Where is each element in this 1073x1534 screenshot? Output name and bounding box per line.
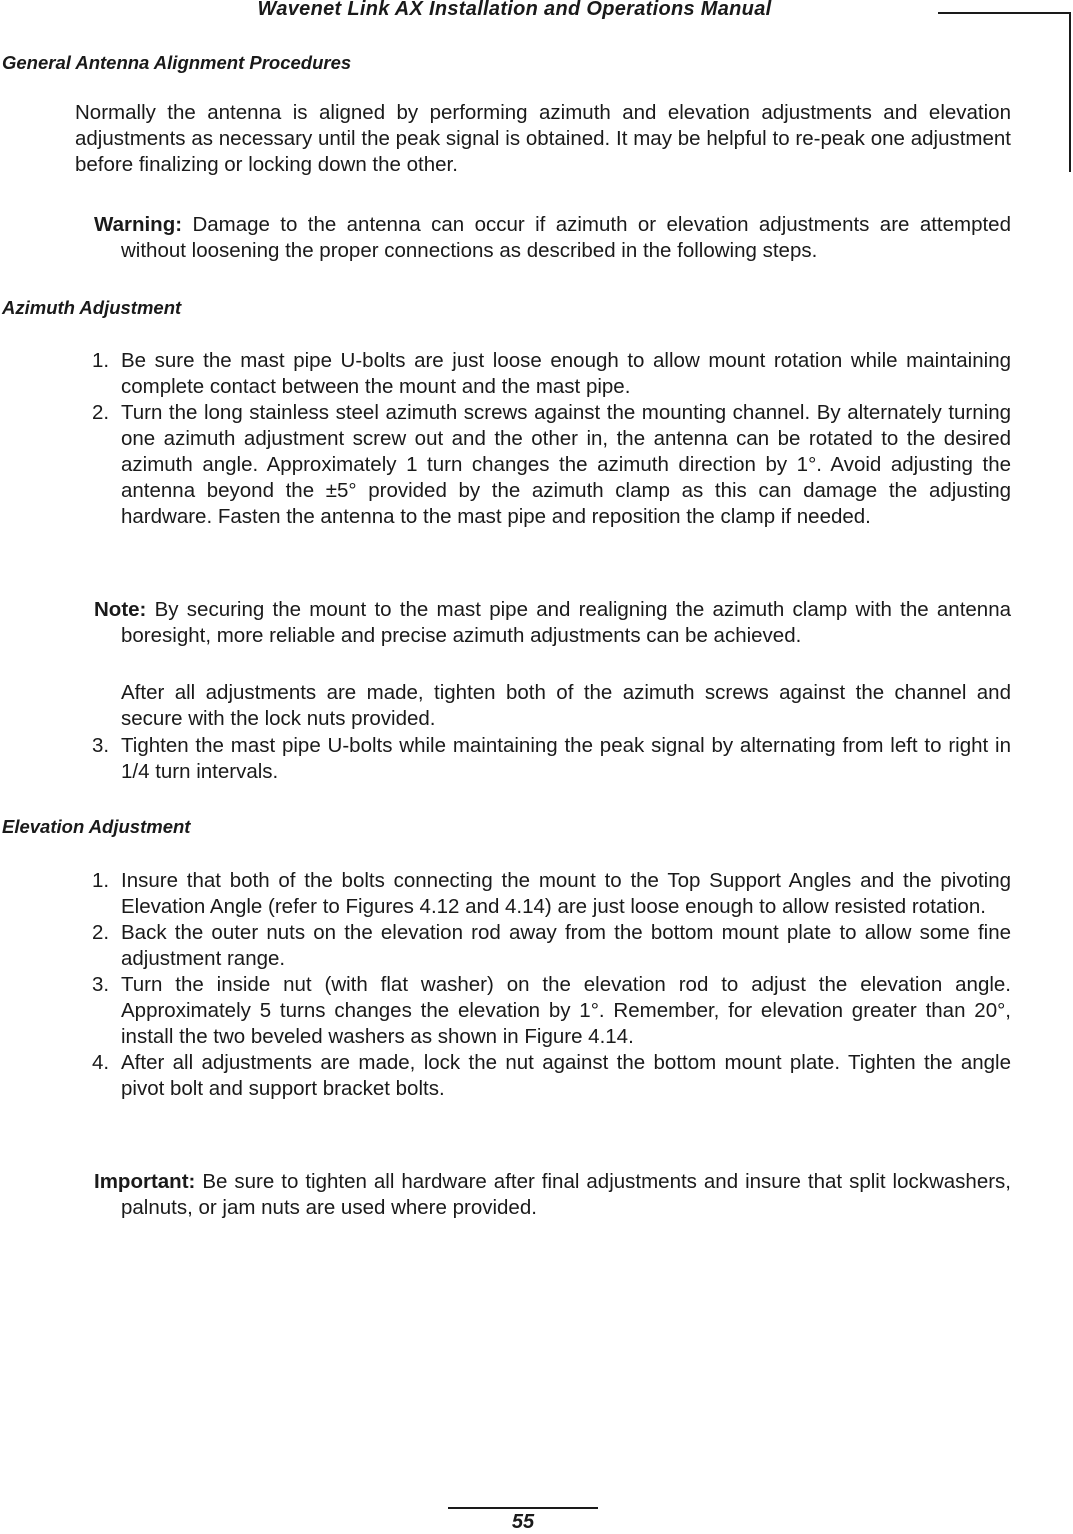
warning-label: Warning:	[94, 213, 183, 236]
warning-note	[94, 212, 1011, 264]
footer-rule	[448, 1507, 598, 1509]
step-number: 3.	[92, 734, 110, 757]
list-item	[92, 920, 1011, 972]
elevation-steps	[92, 868, 1011, 1102]
step-number: 4.	[92, 1051, 110, 1074]
intro-paragraph: Normally the antenna is aligned by performing azimuth and elevation adjustments and elevation adjustments as necessary until the peak signal is obtained. It may be helpful to re-peak one adjustment before finalizing or locking down the other.	[75, 101, 1011, 176]
step-number: 3.	[92, 973, 110, 996]
azimuth-step-3	[92, 733, 1011, 785]
step-number: 2.	[92, 401, 110, 424]
note-text: By securing the mount to the mast pipe and realigning the azimuth clamp with the antenna boresight, more reliable and precise azimuth adjustments can be achieved.	[121, 598, 1011, 647]
list-item	[92, 868, 1011, 920]
list-item	[92, 972, 1011, 1050]
warning-text: Damage to the antenna can occur if azimuth or elevation adjustments are attempted without loosening the proper connections as described in the following steps.	[121, 213, 1011, 262]
azimuth-steps	[92, 348, 1011, 530]
page-number: 55	[511, 1511, 535, 1533]
manual-title: Wavenet Link AX Installation and Operations Manual	[257, 0, 772, 20]
elevation-heading: Elevation Adjustment	[2, 816, 191, 837]
azimuth-after-text: After all adjustments are made, tighten both of the azimuth screws against the channel and secure with the lock nuts provided.	[121, 681, 1011, 730]
important-note	[94, 1169, 1011, 1221]
step-number: 2.	[92, 921, 110, 944]
list-item	[92, 400, 1011, 530]
important-text: Be sure to tighten all hardware after final adjustments and insure that split lockwashers, palnuts, or jam nuts are used where provided.	[121, 1170, 1011, 1219]
note-label: Note:	[94, 598, 147, 621]
step-text: Tighten the mast pipe U-bolts while maintaining the peak signal by alternating from left to right in 1/4 turn intervals.	[121, 734, 1011, 783]
azimuth-heading: Azimuth Adjustment	[2, 297, 182, 318]
step-number: 1.	[92, 349, 110, 372]
step-text: Back the outer nuts on the elevation rod away from the bottom mount plate to allow some fine adjustment range.	[121, 921, 1011, 970]
step-text: Insure that both of the bolts connecting the mount to the Top Support Angles and the pivoting Elevation Angle (refer to Figures 4.12 and 4.14) are just loose enough to allow resisted rotation.	[121, 869, 1011, 918]
list-item	[92, 1050, 1011, 1102]
general-alignment-heading: General Antenna Alignment Procedures	[2, 52, 352, 73]
step-number: 1.	[92, 869, 110, 892]
important-label: Important:	[94, 1170, 196, 1193]
step-text: Be sure the mast pipe U-bolts are just loose enough to allow mount rotation while maintaining complete contact between the mount and the mast pipe.	[121, 349, 1011, 398]
step-text: After all adjustments are made, lock the nut against the bottom mount plate. Tighten the angle pivot bolt and support bracket bolts.	[121, 1051, 1011, 1100]
azimuth-note	[94, 597, 1011, 649]
list-item	[92, 348, 1011, 400]
list-item	[92, 733, 1011, 785]
page-header	[0, 0, 1073, 21]
step-text: Turn the inside nut (with flat washer) on the elevation rod to adjust the elevation angle. Approximately 5 turns changes the elevation by 1°. Remember, for elevation greater than 20°, install the two beveled washers as shown in Figure 4.14.	[121, 973, 1011, 1048]
step-text: Turn the long stainless steel azimuth screws against the mounting channel. By alternately turning one azimuth adjustment screw out and the other in, the antenna can be rotated to the desired azimuth angle. Approximately 1 turn changes the azimuth direction by 1°. Avoid adjusting the antenna beyond the ±5° provided by the azimuth clamp as this can damage the adjusting hardware. Fasten the antenna to the mast pipe and reposition the clamp if needed.	[121, 401, 1011, 528]
